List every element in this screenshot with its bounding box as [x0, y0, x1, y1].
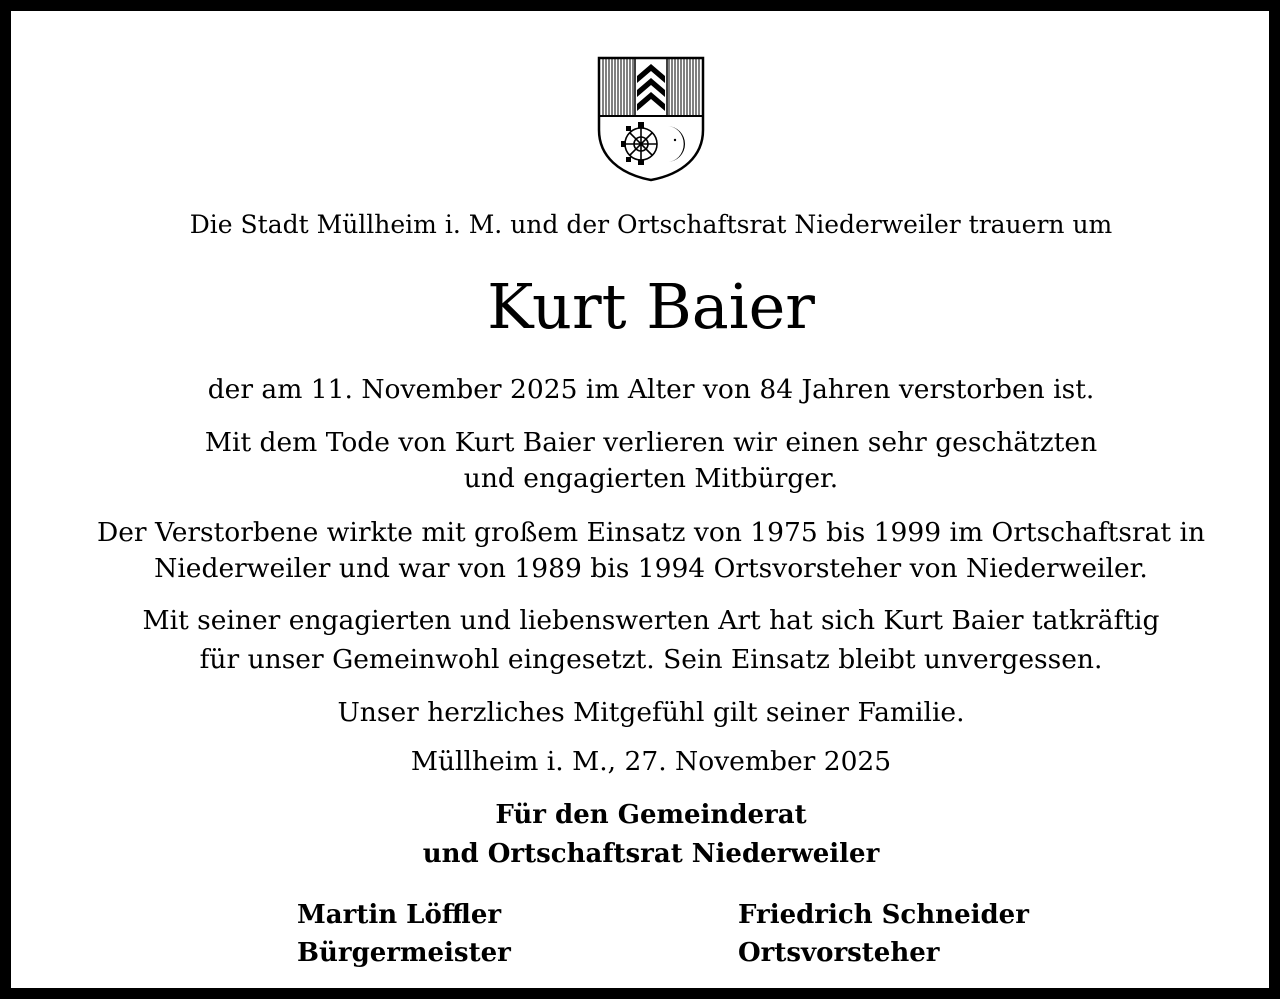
intro-text: Die Stadt Müllheim i. M. und der Ortschaftsrat Niederweiler trauern um — [189, 210, 1113, 239]
signatory-left — [297, 896, 511, 972]
signatory-right — [738, 896, 1029, 972]
paragraph-1-line-2: und engagierten Mitbürger. — [463, 463, 839, 494]
paragraph-2-line-2: Niederweiler und war von 1989 bis 1994 Ortsvorsteher von Niederweiler. — [154, 553, 1148, 584]
paragraph-2-line-1: Der Verstorbene wirkte mit großem Einsatz von 1975 bis 1999 im Ortschaftsrat in — [96, 517, 1206, 548]
signatory-title: Ortsvorsteher — [738, 938, 940, 968]
coat-of-arms-icon — [597, 56, 705, 182]
signatory-name: Martin Löffler — [297, 900, 502, 930]
place-and-date: Müllheim i. M., 27. November 2025 — [410, 746, 892, 777]
paragraph-3-line-2: für unser Gemeinwohl eingesetzt. Sein Einsatz bleibt unvergessen. — [199, 644, 1103, 675]
paragraph-1-line-1: Mit dem Tode von Kurt Baier verlieren wir einen sehr geschätzten — [204, 427, 1098, 458]
condolence-text: Unser herzliches Mitgefühl gilt seiner Familie. — [337, 697, 965, 728]
signatory-title: Bürgermeister — [297, 938, 511, 968]
deceased-name: Kurt Baier — [487, 270, 815, 343]
signatory-name: Friedrich Schneider — [738, 900, 1029, 930]
paragraph-3-line-1: Mit seiner engagierten und liebenswerten Art hat sich Kurt Baier tatkräftig — [142, 605, 1160, 636]
council-line-2: und Ortschaftsrat Niederweiler — [422, 839, 880, 869]
council-line-1: Für den Gemeinderat — [495, 800, 807, 830]
death-notice-line: der am 11. November 2025 im Alter von 84 Jahren verstorben ist. — [207, 374, 1095, 405]
